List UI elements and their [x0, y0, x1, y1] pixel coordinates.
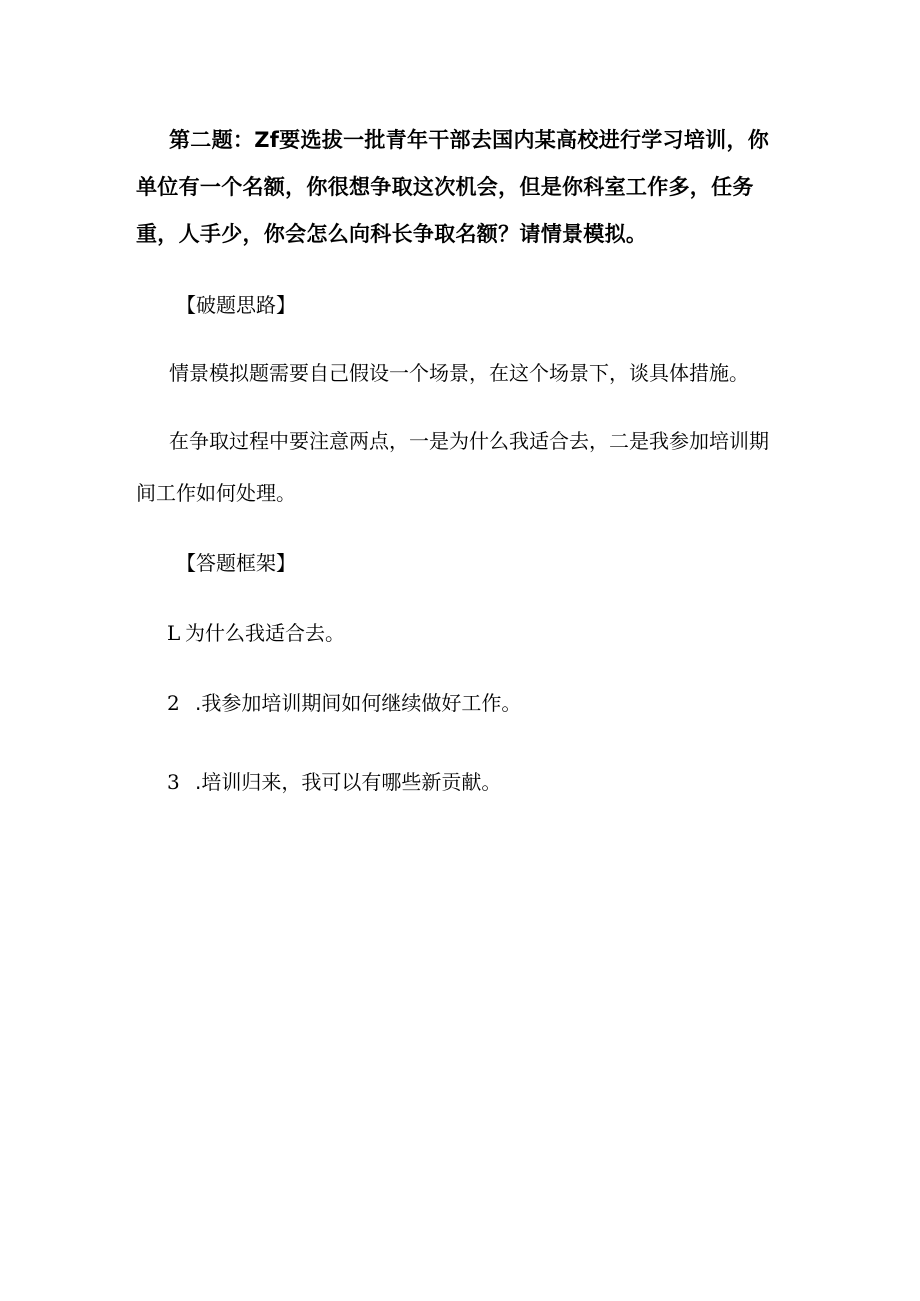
framework-item-1-text: 为什么我适合去。: [185, 621, 345, 645]
framework-item-3-number: 3: [167, 770, 180, 794]
analysis-paragraph-2: 在争取过程中要注意两点，一是为什么我适合去，二是我参加培训期间工作如何处理。: [136, 429, 769, 505]
framework-item-3: [167, 762, 501, 802]
framework-item-3-text: .培训归来，我可以有哪些新贡献。: [195, 770, 502, 794]
framework-item-1: [167, 613, 345, 653]
framework-item-2-number: 2: [167, 691, 180, 715]
analysis-paragraph-1: 情景模拟题需要自己假设一个场景，在这个场景下，谈具体措施。: [169, 361, 749, 385]
framework-heading: 【答题框架】: [176, 551, 296, 575]
question-text: 第二题：Zf要选拔一批青年干部去国内某高校进行学习培训，你单位有一个名额，你很想争取这次机会，但是你科室工作多，任务重，人手少，你会怎么向科长争取名额？请情景模拟。: [136, 128, 770, 246]
framework-item-2-text: .我参加培训期间如何继续做好工作。: [195, 691, 522, 715]
framework-item-1-number: L: [167, 621, 181, 645]
framework-item-2: [167, 683, 521, 723]
analysis-heading: 【破题思路】: [176, 293, 296, 317]
